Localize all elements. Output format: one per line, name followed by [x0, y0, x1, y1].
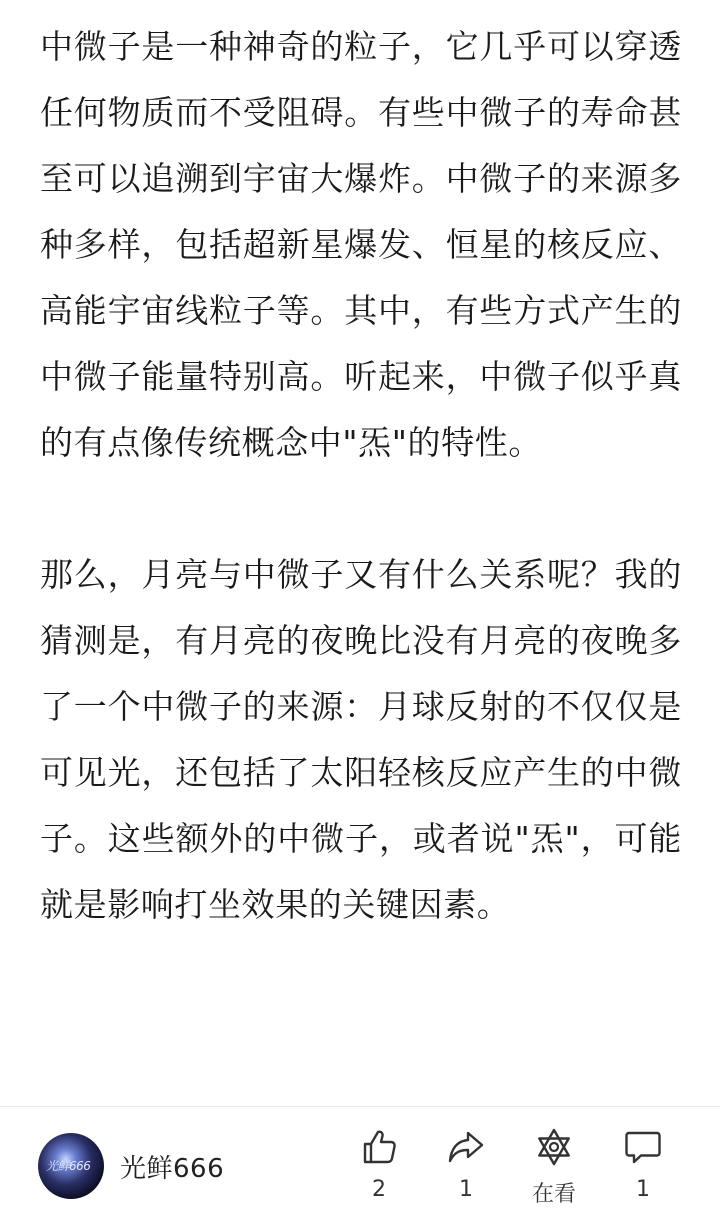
- article-paragraph: 那么，月亮与中微子又有什么关系呢？我的猜测是，有月亮的夜晚比没有月亮的夜晚多了一个中微子的来源：月球反射的不仅仅是可见光，还包括了太阳轻核反应产生的中微子。这些额外的中微子，或者说"炁"，可能就是影响打坐效果的关键因素。: [40, 555, 682, 924]
- author-profile[interactable]: [38, 1133, 224, 1199]
- share-button[interactable]: [426, 1127, 506, 1202]
- like-button[interactable]: [339, 1127, 419, 1202]
- looking-label: 在看: [531, 1182, 576, 1207]
- avatar[interactable]: [38, 1133, 104, 1199]
- comment-button[interactable]: [603, 1127, 683, 1202]
- share-count: 1: [459, 1177, 473, 1202]
- thumbs-up-icon: [359, 1127, 399, 1167]
- star-of-david-icon: [534, 1127, 574, 1167]
- article-paragraph: 中微子是一种神奇的粒子，它几乎可以穿透任何物质而不受阻碍。有些中微子的寿命甚至可以追溯到宇宙大爆炸。中微子的来源多种多样，包括超新星爆发、恒星的核反应、高能宇宙线粒子等。其中，有些方式产生的中微子能量特别高。听起来，中微子似乎真的有点像传统概念中"炁"的特性。: [40, 27, 682, 462]
- avatar-text: 光鲜666: [46, 1159, 91, 1173]
- comment-bubble-icon: [623, 1127, 663, 1167]
- author-name[interactable]: 光鲜666: [120, 1153, 225, 1184]
- like-count: 2: [372, 1177, 386, 1202]
- looking-button[interactable]: [514, 1127, 594, 1208]
- comment-count: 1: [636, 1177, 650, 1202]
- action-bar: [0, 1107, 720, 1225]
- share-arrow-icon: [446, 1127, 486, 1167]
- article-body: [40, 14, 682, 938]
